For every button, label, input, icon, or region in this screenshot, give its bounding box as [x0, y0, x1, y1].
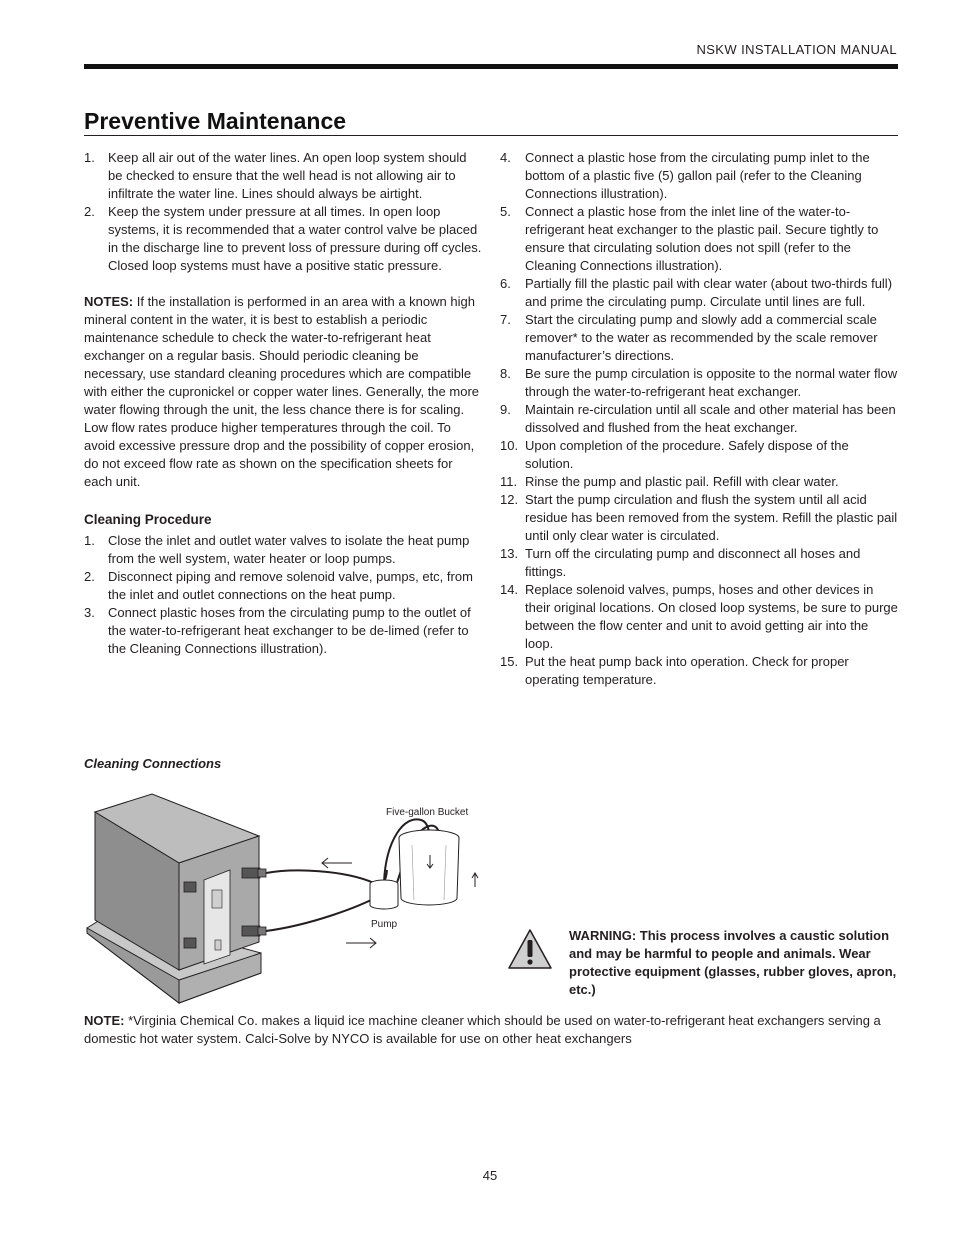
intro-list — [84, 149, 482, 275]
list-item: 1. Close the inlet and outlet water valves to isolate the heat pump from the well system, water heater or loop pumps. — [84, 533, 470, 566]
left-column — [84, 149, 482, 658]
list-item: 10. Upon completion of the procedure. Safely dispose of the solution. — [500, 438, 849, 471]
hose-outlet — [266, 870, 387, 884]
right-column — [500, 149, 900, 689]
cleaning-steps-right — [500, 149, 900, 689]
list-item: 13. Turn off the circulating pump and disconnect all hoses and fittings. — [500, 546, 861, 579]
cleaning-procedure-heading: Cleaning Procedure — [84, 512, 212, 527]
pump-icon — [370, 880, 398, 909]
page-number: 45 — [482, 1168, 498, 1183]
pump-label: Pump — [371, 919, 398, 930]
list-item: 4. Connect a plastic hose from the circulating pump inlet to the bottom of a plastic five (5) gallon pail (refer to the Cleaning Connections illustration). — [500, 150, 870, 201]
notes-paragraph: NOTES: If the installation is performed in an area with a known high mineral content in the water, it is best to establish a periodic maintenance schedule to check the water-to-refrigerant heat exchanger on a regular basis. Should periodic cleaning be necessary, use standard cleaning procedures which are compatible with either the cupronickel or copper water lines. Generally, the more water flowing through the unit, the less chance there is for scaling. Low flow rates produce higher temperatures through the coil. To avoid excessive pressure drop and the possibility of copper erosion, do not exceed flow rate as shown on the specification sheets for each unit. — [84, 294, 480, 489]
list-item: 5. Connect a plastic hose from the inlet line of the water-to-refrigerant heat exchanger to the plastic pail. Secure tightly to ensure that circulating solution does not spill (refer to the Cleaning Connections illustration). — [500, 204, 879, 273]
list-item: 15. Put the heat pump back into operation. Check for proper operating temperature. — [500, 654, 849, 687]
footnote-label: NOTE: — [84, 1013, 125, 1028]
page-title: Preventive Maintenance — [84, 108, 347, 134]
title-rule — [84, 135, 898, 136]
cleaning-connections-diagram — [84, 790, 504, 1005]
list-item: 1. Keep all air out of the water lines. An open loop system should be checked to ensure that the well head is not allowing air to infiltrate the water line. Lines should always be airtight. — [84, 150, 467, 201]
list-item: 14. Replace solenoid valves, pumps, hoses and other devices in their original locations. On closed loop systems, be sure to purge between the flow center and unit to avoid getting air into the loop. — [500, 582, 898, 651]
figure-caption: Cleaning Connections — [84, 756, 222, 771]
footnote: NOTE: *Virginia Chemical Co. makes a liquid ice machine cleaner which should be used on water-to-refrigerant heat exchangers serving a domestic hot water system. Calci-Solve by NYCO is available for use on other heat exchangers — [84, 1013, 881, 1046]
list-item: 3. Connect plastic hoses from the circulating pump to the outlet of the water-to-refrigerant heat exchanger to be de-limed (refer to the Cleaning Connections illustration). — [84, 605, 471, 656]
list-item: 11. Rinse the pump and plastic pail. Refill with clear water. — [500, 474, 839, 489]
bucket-label: Five-gallon Bucket — [386, 807, 469, 818]
list-item: 9. Maintain re-circulation until all scale and other material has been dissolved and flushed from the heat exchanger. — [500, 402, 896, 435]
warning-text: WARNING: This process involves a caustic solution and may be harmful to people and animals. Wear protective equipment (glasses, rubber gloves, apron, etc.) — [569, 928, 897, 997]
header-rule — [84, 64, 898, 69]
warning-icon — [507, 928, 553, 970]
list-item: 6. Partially fill the plastic pail with clear water (about two-thirds full) and prime the circulating pump. Circulate until lines are full. — [500, 276, 893, 309]
notes-label: NOTES: — [84, 294, 134, 309]
cleaning-steps-left — [84, 532, 482, 658]
list-item: 2. Disconnect piping and remove solenoid valve, pumps, etc, from the inlet and outlet connections on the heat pump. — [84, 569, 473, 602]
list-item: 8. Be sure the pump circulation is opposite to the normal water flow through the water-to-refrigerant heat exchanger. — [500, 366, 898, 399]
list-item: 2. Keep the system under pressure at all times. In open loop systems, it is recommended that a water control valve be placed in the discharge line to prevent loss of pressure during off cycles. Closed loop systems must have a positive static pressure. — [84, 204, 482, 273]
list-item: 12. Start the pump circulation and flush the system until all acid residue has been removed from the system. Refill the plastic pail until only clear water is circulated. — [500, 492, 898, 543]
manual-title: NSKW INSTALLATION MANUAL — [696, 42, 897, 57]
list-item: 7. Start the circulating pump and slowly add a commercial scale remover* to the water as recommended by the scale remover manufacturer’s directions. — [500, 312, 878, 363]
